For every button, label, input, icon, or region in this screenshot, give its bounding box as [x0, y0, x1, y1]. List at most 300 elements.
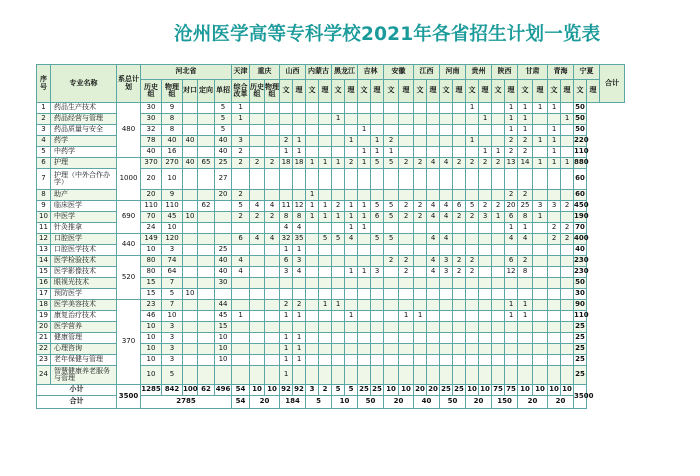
data-cell: [561, 366, 574, 385]
data-cell: [492, 311, 505, 322]
subtotal-cell: 54: [232, 385, 250, 396]
grandtotal-cell: 5: [306, 396, 332, 409]
data-cell: [332, 136, 345, 147]
grandtotal-cell: 10: [332, 396, 358, 409]
data-cell: [466, 289, 479, 300]
data-cell: [332, 103, 345, 114]
data-cell: [265, 245, 280, 256]
header-total: 合计: [600, 65, 625, 103]
row-major: 眼视光技术: [51, 278, 117, 289]
subheader-cell: 理: [345, 80, 358, 103]
row-plan: 480: [117, 103, 141, 158]
data-cell: [427, 344, 440, 355]
data-cell: [215, 212, 232, 223]
data-cell: 1: [306, 201, 319, 212]
data-cell: 24: [141, 223, 162, 234]
province-header: 内蒙古: [306, 65, 332, 80]
data-cell: [319, 267, 332, 278]
data-cell: [453, 190, 466, 201]
data-cell: 40: [141, 147, 162, 158]
table-row: [37, 103, 625, 114]
row-seq: 24: [37, 366, 51, 385]
data-cell: [265, 103, 280, 114]
data-cell: 10: [141, 344, 162, 355]
subtotal-cell: 2: [319, 385, 332, 396]
data-cell: [319, 136, 332, 147]
data-cell: 1: [280, 366, 293, 385]
data-cell: 3: [162, 245, 183, 256]
data-cell: [265, 223, 280, 234]
data-cell: [198, 212, 215, 223]
row-plan: 1000: [117, 158, 141, 201]
data-cell: [548, 212, 561, 223]
data-cell: 3: [479, 212, 492, 223]
province-header: 河北省: [141, 65, 232, 80]
data-cell: [306, 136, 319, 147]
data-cell: [533, 245, 548, 256]
data-cell: [399, 223, 414, 234]
data-cell: [548, 289, 561, 300]
data-cell: 2: [466, 256, 479, 267]
data-cell: 4: [427, 212, 440, 223]
data-cell: 2: [518, 190, 533, 201]
data-cell: 1: [293, 311, 306, 322]
subheader-cell: 历史组: [141, 80, 162, 103]
data-cell: [371, 333, 384, 344]
row-major: 药品经营与管理: [51, 114, 117, 125]
subtotal-plan: 3500: [117, 385, 141, 409]
subheader-cell: 文: [306, 80, 319, 103]
data-cell: 1: [358, 147, 371, 158]
data-cell: [466, 190, 479, 201]
province-header: 天津: [232, 65, 250, 80]
data-cell: [414, 278, 427, 289]
data-cell: 1: [306, 212, 319, 223]
data-cell: [492, 333, 505, 344]
data-cell: [183, 278, 198, 289]
subheader-cell: 理: [533, 80, 548, 103]
data-cell: 20: [505, 201, 518, 212]
data-cell: 1: [293, 355, 306, 366]
row-seq: 18: [37, 300, 51, 311]
data-cell: [492, 103, 505, 114]
data-cell: [427, 103, 440, 114]
data-cell: [306, 267, 319, 278]
data-cell: 2: [518, 256, 533, 267]
data-cell: [265, 190, 280, 201]
data-cell: [533, 311, 548, 322]
data-cell: [198, 322, 215, 333]
province-header: 河南: [440, 65, 466, 80]
data-cell: 2: [232, 190, 250, 201]
data-cell: 1: [466, 136, 479, 147]
data-cell: 4: [280, 223, 293, 234]
header-row: [37, 65, 625, 80]
row-major: 心理咨询: [51, 344, 117, 355]
data-cell: [250, 322, 265, 333]
data-cell: 1: [345, 136, 358, 147]
row-seq: 11: [37, 223, 51, 234]
province-header: 江西: [414, 65, 440, 80]
data-cell: [466, 234, 479, 245]
grandtotal-cell: 150: [492, 396, 518, 409]
data-cell: [332, 311, 345, 322]
data-cell: 5: [332, 234, 345, 245]
data-cell: [440, 125, 453, 136]
data-cell: [183, 234, 198, 245]
data-cell: [358, 234, 371, 245]
data-cell: [533, 169, 548, 190]
data-cell: [453, 136, 466, 147]
data-cell: 2: [548, 234, 561, 245]
data-cell: [250, 103, 265, 114]
data-cell: [198, 245, 215, 256]
data-cell: [265, 344, 280, 355]
data-cell: [384, 190, 399, 201]
table-row: [37, 234, 625, 245]
data-cell: 27: [215, 169, 232, 190]
data-cell: [306, 256, 319, 267]
subheader-cell: 物理组: [162, 80, 183, 103]
data-cell: [371, 169, 384, 190]
data-cell: 1: [505, 300, 518, 311]
data-cell: 14: [518, 158, 533, 169]
data-cell: [265, 256, 280, 267]
data-cell: 7: [162, 300, 183, 311]
data-cell: 149: [141, 234, 162, 245]
data-cell: 1: [345, 201, 358, 212]
data-cell: 1: [306, 158, 319, 169]
data-cell: [399, 289, 414, 300]
data-cell: [399, 355, 414, 366]
data-cell: [198, 147, 215, 158]
data-cell: [371, 289, 384, 300]
data-cell: [384, 125, 399, 136]
data-cell: [466, 344, 479, 355]
data-cell: 65: [198, 158, 215, 169]
data-cell: [265, 147, 280, 158]
data-cell: 1: [399, 311, 414, 322]
data-cell: [345, 289, 358, 300]
data-cell: 2: [265, 212, 280, 223]
data-cell: [466, 333, 479, 344]
data-cell: [548, 311, 561, 322]
data-cell: 1: [561, 114, 574, 125]
data-cell: [306, 355, 319, 366]
data-cell: [427, 278, 440, 289]
data-cell: [427, 245, 440, 256]
data-cell: 1: [505, 125, 518, 136]
data-cell: [453, 169, 466, 190]
data-cell: [384, 300, 399, 311]
data-cell: [561, 256, 574, 267]
subtotal-cell: 75: [505, 385, 518, 396]
data-cell: [479, 289, 492, 300]
data-cell: 3: [533, 201, 548, 212]
subheader-cell: 理: [561, 80, 574, 103]
data-cell: [492, 169, 505, 190]
data-cell: 2: [414, 201, 427, 212]
data-cell: 62: [198, 201, 215, 212]
data-cell: [306, 278, 319, 289]
data-cell: [232, 245, 250, 256]
data-cell: [306, 147, 319, 158]
data-cell: [384, 289, 399, 300]
data-cell: 2: [505, 136, 518, 147]
data-cell: [440, 366, 453, 385]
data-cell: 5: [384, 234, 399, 245]
subtotal-cell: 1285: [141, 385, 162, 396]
data-cell: [293, 278, 306, 289]
data-cell: 1: [358, 267, 371, 278]
data-cell: 3: [162, 322, 183, 333]
data-cell: [492, 136, 505, 147]
row-seq: 9: [37, 201, 51, 212]
data-cell: [479, 169, 492, 190]
data-cell: [479, 223, 492, 234]
data-cell: 1: [492, 147, 505, 158]
data-cell: 4: [427, 267, 440, 278]
data-cell: [505, 289, 518, 300]
subheader-cell: 文: [548, 80, 561, 103]
data-cell: [440, 169, 453, 190]
data-cell: 8: [162, 114, 183, 125]
data-cell: [183, 366, 198, 385]
data-cell: [533, 366, 548, 385]
data-cell: [183, 322, 198, 333]
table-row: [37, 256, 625, 267]
data-cell: [265, 366, 280, 385]
data-cell: [280, 278, 293, 289]
data-cell: [518, 333, 533, 344]
data-cell: [453, 355, 466, 366]
data-cell: 5: [162, 289, 183, 300]
data-cell: [427, 169, 440, 190]
row-major: 中药学: [51, 147, 117, 158]
data-cell: [492, 322, 505, 333]
data-cell: [183, 245, 198, 256]
data-cell: [371, 223, 384, 234]
data-cell: [399, 366, 414, 385]
page-title: 沧州医学高等专科学校2021年各省招生计划一览表: [174, 24, 601, 45]
data-cell: 1: [293, 245, 306, 256]
data-cell: [358, 289, 371, 300]
data-cell: [250, 147, 265, 158]
row-major: 护理: [51, 158, 117, 169]
data-cell: [427, 136, 440, 147]
header-seq: 序号: [37, 65, 51, 103]
data-cell: 20: [141, 169, 162, 190]
row-total: 90: [574, 300, 587, 311]
row-seq: 6: [37, 158, 51, 169]
data-cell: [384, 322, 399, 333]
data-cell: 40: [215, 256, 232, 267]
data-cell: [466, 245, 479, 256]
data-cell: [250, 114, 265, 125]
data-cell: 1: [548, 147, 561, 158]
data-cell: 5: [371, 234, 384, 245]
data-cell: 2: [505, 190, 518, 201]
data-cell: [492, 355, 505, 366]
data-cell: [293, 114, 306, 125]
data-cell: [440, 136, 453, 147]
row-seq: 10: [37, 212, 51, 223]
data-cell: [332, 190, 345, 201]
data-cell: [345, 190, 358, 201]
data-cell: [414, 245, 427, 256]
data-cell: [384, 333, 399, 344]
subheader-cell: 理: [319, 80, 332, 103]
data-cell: [358, 333, 371, 344]
data-cell: 1: [358, 201, 371, 212]
data-cell: 1: [371, 136, 384, 147]
data-cell: 20: [141, 190, 162, 201]
data-cell: [332, 267, 345, 278]
data-cell: [466, 311, 479, 322]
row-total: 190: [574, 212, 587, 223]
province-header: 陕西: [492, 65, 518, 80]
data-cell: [250, 245, 265, 256]
data-cell: 8: [162, 125, 183, 136]
data-cell: [198, 223, 215, 234]
data-cell: 1: [306, 190, 319, 201]
data-cell: [399, 136, 414, 147]
data-cell: [492, 245, 505, 256]
data-cell: [265, 114, 280, 125]
data-cell: [319, 344, 332, 355]
data-cell: [492, 289, 505, 300]
row-total: 450: [574, 201, 587, 212]
data-cell: 12: [293, 201, 306, 212]
data-cell: [399, 322, 414, 333]
data-cell: [183, 201, 198, 212]
data-cell: [319, 147, 332, 158]
data-cell: 10: [162, 311, 183, 322]
data-cell: [561, 300, 574, 311]
data-cell: [319, 311, 332, 322]
data-cell: 1: [518, 125, 533, 136]
data-cell: 1: [293, 147, 306, 158]
province-header: 山西: [280, 65, 306, 80]
data-cell: 2: [232, 147, 250, 158]
data-cell: 4: [505, 234, 518, 245]
data-cell: 1: [533, 158, 548, 169]
row-seq: 5: [37, 147, 51, 158]
data-cell: [561, 190, 574, 201]
data-cell: [319, 114, 332, 125]
subheader-cell: 对口: [183, 80, 198, 103]
data-cell: [466, 300, 479, 311]
data-cell: 2: [293, 300, 306, 311]
data-cell: [384, 278, 399, 289]
data-cell: [440, 355, 453, 366]
grandtotal-label: 合计: [37, 396, 117, 409]
data-cell: [453, 223, 466, 234]
data-cell: [427, 366, 440, 385]
data-cell: [548, 355, 561, 366]
subtotal-cell: 25: [371, 385, 384, 396]
data-cell: 2: [492, 158, 505, 169]
data-cell: [371, 355, 384, 366]
data-cell: [440, 103, 453, 114]
data-cell: 35: [293, 234, 306, 245]
data-cell: 4: [293, 223, 306, 234]
data-cell: [427, 300, 440, 311]
data-cell: 1: [293, 344, 306, 355]
data-cell: 4: [265, 201, 280, 212]
data-cell: [371, 190, 384, 201]
row-seq: 16: [37, 278, 51, 289]
data-cell: 10: [183, 289, 198, 300]
data-cell: [414, 355, 427, 366]
data-cell: [492, 300, 505, 311]
data-cell: [466, 147, 479, 158]
data-cell: 4: [265, 234, 280, 245]
data-cell: 9: [162, 190, 183, 201]
data-cell: [198, 256, 215, 267]
data-cell: [453, 300, 466, 311]
data-cell: 30: [141, 103, 162, 114]
data-cell: 2: [518, 147, 533, 158]
data-cell: [384, 267, 399, 278]
data-cell: 2: [332, 201, 345, 212]
data-cell: 10: [162, 223, 183, 234]
data-cell: [440, 289, 453, 300]
data-cell: 10: [141, 322, 162, 333]
data-cell: [479, 256, 492, 267]
data-cell: [492, 278, 505, 289]
subheader-cell: 定向: [198, 80, 215, 103]
data-cell: 3: [440, 267, 453, 278]
data-cell: 5: [384, 158, 399, 169]
data-cell: [399, 245, 414, 256]
row-total: 40: [574, 245, 587, 256]
subtotal-cell: 25: [440, 385, 453, 396]
subheader-cell: 文: [358, 80, 371, 103]
data-cell: [183, 267, 198, 278]
subtotal-cell: 10: [466, 385, 479, 396]
row-total: 400: [574, 234, 587, 245]
data-cell: 78: [141, 136, 162, 147]
data-cell: [440, 300, 453, 311]
data-cell: [293, 103, 306, 114]
data-cell: 18: [293, 158, 306, 169]
data-cell: [250, 278, 265, 289]
data-cell: 45: [162, 212, 183, 223]
row-major: 药品质量与安全: [51, 125, 117, 136]
data-cell: 10: [215, 355, 232, 366]
row-seq: 21: [37, 333, 51, 344]
data-cell: [427, 223, 440, 234]
data-cell: [250, 169, 265, 190]
data-cell: 1: [280, 355, 293, 366]
data-cell: [306, 366, 319, 385]
data-cell: [371, 114, 384, 125]
data-cell: [479, 103, 492, 114]
subtotal-cell: 25: [453, 385, 466, 396]
data-cell: 15: [215, 322, 232, 333]
data-cell: 2: [518, 136, 533, 147]
subheader-cell: 历史组: [250, 80, 265, 103]
data-cell: [561, 333, 574, 344]
data-cell: [371, 322, 384, 333]
data-cell: [414, 223, 427, 234]
subtotal-cell: 5: [345, 385, 358, 396]
data-cell: [306, 114, 319, 125]
data-cell: [215, 201, 232, 212]
data-cell: [479, 267, 492, 278]
row-seq: 2: [37, 114, 51, 125]
